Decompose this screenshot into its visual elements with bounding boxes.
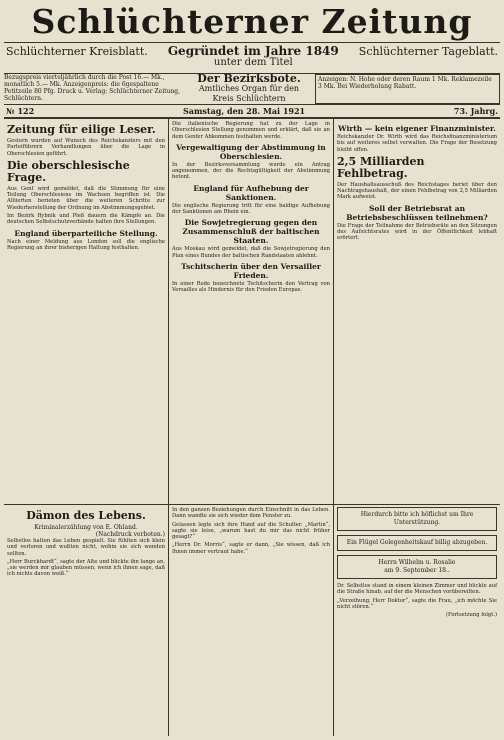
novel-text: „Herr Burckhardt“, sagte der Alte und blickte ihn lange an, „sie werden mir glauben müssen, wenn ich ihnen sage, daß ich nichts davon weiß.“: [7, 558, 165, 578]
article-text: Nach einer Meldung aus London soll die englische Regierung an ihrer bisherigen Haltung festhalten.: [7, 238, 165, 251]
volume-year: 73. Jahrg.: [453, 106, 498, 116]
notice-names: Herrn Wilhelm u. Rosalie: [378, 559, 456, 566]
novel-note: (Nachdruck verboten.): [95, 531, 165, 538]
family-notice: [337, 555, 497, 579]
column-2: [169, 119, 334, 504]
novel-subtitle: Kriminalerzählung von E. Ohland.: [34, 524, 138, 531]
headline: Wirth — kein eigener Finanzminister.: [338, 124, 496, 133]
founded-line: Gegründet im Jahre 1849: [167, 44, 339, 58]
novel-column: [4, 505, 169, 736]
subhead: [4, 43, 500, 74]
info-left: Bezugspreis vierteljährlich durch die Post 16.— Mk., monatlich 5.— Mk. Anzeigenpreis: die 6gespaltene Petitzeile 80 Pfg. Druck u. Verlag: Schlüchterner Zeitung, Schlüchtern.: [4, 74, 181, 102]
novel-text: „Verzeihung, Herr Doktor“, sagte die Frau, „ich möchte Sie nicht stören.“: [337, 597, 497, 610]
ad-box: Ein Flügel Gelegenheitskauf billig abzugeben.: [337, 535, 497, 551]
article-text: Im Bezirk Rybnik und Pleß dauern die Kämpfe an. Die deutschen Selbstschutzverbände halten ihre Stellungen.: [7, 213, 165, 226]
novel-text: Dr. Selbstlos stand in einem kleinen Zimmer und blickte auf die Straße hinab, auf der die Menschen vorübereilten.: [337, 583, 497, 596]
notice-date: am 9. September 18..: [384, 567, 450, 574]
article-text: Der Haushaltsausschuß des Reichstages beriet über den Nachtragshaushalt, der einen Fehlbetrag von 2,5 Milliarden Mark aufweist.: [337, 181, 497, 201]
issue-date: Samstag, den 28. Mai 1921: [183, 106, 306, 116]
top-columns: [4, 119, 500, 505]
headline: Die oberschlesische Frage.: [7, 158, 130, 184]
headline: Tschitscherin über den Versailler Frieden.: [181, 261, 321, 280]
subhead-right: Schlüchterner Tageblatt.: [358, 45, 498, 58]
headline: England überparteiliche Stellung.: [14, 228, 158, 238]
ads-column: [334, 505, 500, 736]
ad-box: Hierdurch bitte ich höflichst um Ihre Unterstützung.: [337, 507, 497, 531]
subhead-left: Schlüchterner Kreisblatt.: [6, 45, 148, 58]
article-text: Aus Genf wird gemeldet, daß die Stimmung für eine Teilung Oberschlesiens im Wachsen begriffen ist. Die Alliierten berieten über die weiteren Schritte zur Wiederherstellung der Ordnung im Abstimmungsgebiet.: [7, 185, 165, 211]
issue-number: № 122: [6, 106, 35, 116]
headline: England für Aufhebung der Sanktionen.: [193, 183, 309, 202]
novel-continued: [169, 505, 334, 736]
dateline: [4, 105, 500, 119]
novel-title: Dämon des Lebens.: [26, 509, 146, 522]
article-text: In einer Rede bezeichnete Tschitscherin den Vertrag von Versailles als Hindernis für den Frieden Europas.: [172, 280, 330, 294]
info-bar: [4, 74, 500, 105]
headline: Vergewaltigung der Abstimmung in Oberschlesien.: [176, 142, 326, 161]
article-text: Aus Moskau wird gemeldet, daß die Sowjetregierung den Plan eines Bundes der baltischen Randstaaten ablehnt.: [172, 246, 330, 259]
headline: 2,5 Milliarden Fehlbetrag.: [337, 154, 425, 180]
subhead-center: [168, 45, 339, 69]
column-3: [334, 119, 500, 504]
column-1: [4, 119, 169, 504]
novel-text: Gelassen legte sich ihre Hand auf die Schulter. „Martin“, sagte sie leise, „warum hast du mir das nicht früher gesagt?“: [172, 521, 330, 541]
novel-text: In den ganzen Beziehungen durch Einschnitt in das Leben. Dann wandte sie sich wieder dem Fenster zu.: [172, 507, 330, 520]
headline: Zeitung für eilige Leser.: [7, 123, 156, 136]
novel-text: Selbstlos hatten das Leben gespielt. Sie fühlten sich klein und verloren und wußten nicht, wohin sie sich wenden sollten.: [7, 538, 165, 557]
masthead-title: Schlüchterner Zeitung: [4, 2, 500, 43]
article-text: In der Bezirksversammlung wurde ein Antrag angenommen, der die Rechtsgültigkeit der Abstimmung betont.: [172, 161, 330, 181]
article-text: Die Frage der Teilnahme der Betriebsräte an den Sitzungen des Aufsichtsrates wird in der Öffentlichkeit lebhaft erörtert.: [337, 222, 497, 242]
old-title: Der Bezirksbote.: [197, 74, 301, 85]
continued-note: (Fortsetzung folgt.): [445, 612, 497, 619]
bottom-section: [4, 505, 500, 736]
article-text: Die italienische Regierung hat zu der Lage in Oberschlesien Stellung genommen und erklärt, daß sie an dem Genfer Abkommen festhalten werde.: [172, 121, 330, 140]
article-text: Die englische Regierung tritt für eine baldige Aufhebung der Sanktionen am Rhein ein.: [172, 202, 330, 216]
newspaper-page: [4, 2, 500, 736]
official-organ: Amtliches Organ für den Kreis Schlüchtern: [198, 84, 300, 103]
info-center: [189, 74, 309, 104]
novel-text: „Herrn Dr. Morris“, sagte er dann, „Sie wissen, daß ich Ihnen immer vertraut habe.“: [172, 542, 330, 555]
article-text: Reichskanzler Dr. Wirth wird das Reichsfinanzministerium bis auf weiteres selbst verwalten. Die Frage der Besetzung bleibt offen.: [337, 134, 497, 153]
headline: Die Sowjetregierung gegen den Zusammenschluß der baltischen Staaten.: [182, 218, 320, 246]
info-right: Anzeigen: N. Hohe oder deren Raum 1 Mk. Reklamezeile 3 Mk. Bei Wiederholung Rabatt.: [315, 74, 500, 104]
under-line: unter dem Titel: [213, 57, 293, 68]
article-text: Gestern wurden auf Wunsch des Reichskanzlers mit den Parteiführern Verhandlungen über die Lage in Oberschlesien geführt.: [7, 138, 165, 157]
headline: Soll der Betriebsrat an Betriebsbeschlüssen teilnehmen?: [346, 203, 488, 222]
